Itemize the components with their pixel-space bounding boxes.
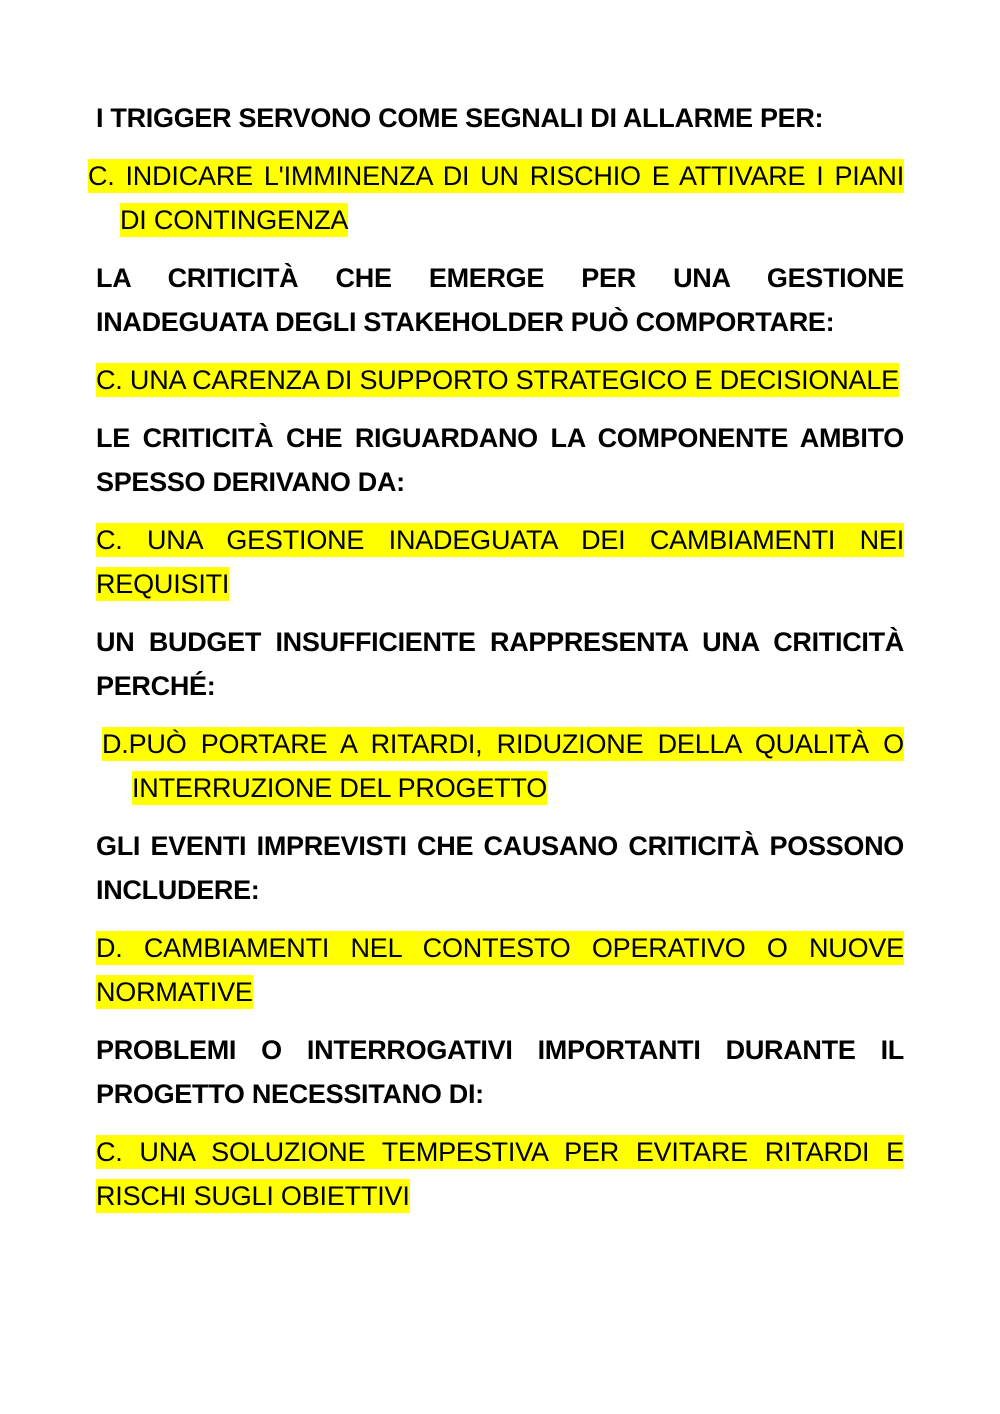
answer-3	[96, 518, 904, 606]
question-6: PROBLEMI O INTERROGATIVI IMPORTANTI DURANTE IL PROGETTO NECESSITANO DI:	[96, 1035, 904, 1109]
answer-5	[96, 926, 904, 1014]
question-1: I TRIGGER SERVONO COME SEGNALI DI ALLARME PER:	[96, 103, 824, 133]
answer-3-highlight: C. UNA GESTIONE INADEGUATA DEI CAMBIAMENTI NEI REQUISITI	[96, 525, 904, 599]
answer-1	[88, 154, 904, 242]
question-3: LE CRITICITÀ CHE RIGUARDANO LA COMPONENTE AMBITO SPESSO DERIVANO DA:	[96, 423, 904, 497]
document-page	[88, 96, 904, 1232]
answer-2	[96, 358, 904, 402]
question-2: LA CRITICITÀ CHE EMERGE PER UNA GESTIONE INADEGUATA DEGLI STAKEHOLDER PUÒ COMPORTARE:	[96, 263, 904, 337]
answer-4-highlight: D.PUÒ PORTARE A RITARDI, RIDUZIONE DELLA QUALITÀ O INTERRUZIONE DEL PROGETTO	[102, 729, 904, 803]
question-4: UN BUDGET INSUFFICIENTE RAPPRESENTA UNA CRITICITÀ PERCHÉ:	[96, 627, 904, 701]
answer-1-highlight: C. INDICARE L'IMMINENZA DI UN RISCHIO E ATTIVARE I PIANI DI CONTINGENZA	[88, 161, 904, 235]
question-5: GLI EVENTI IMPREVISTI CHE CAUSANO CRITICITÀ POSSONO INCLUDERE:	[96, 831, 904, 905]
answer-6-highlight: C. UNA SOLUZIONE TEMPESTIVA PER EVITARE RITARDI E RISCHI SUGLI OBIETTIVI	[96, 1137, 904, 1211]
answer-4	[96, 722, 904, 810]
answer-2-highlight: C. UNA CARENZA DI SUPPORTO STRATEGICO E DECISIONALE	[96, 365, 899, 395]
answer-5-highlight: D. CAMBIAMENTI NEL CONTESTO OPERATIVO O NUOVE NORMATIVE	[96, 933, 904, 1007]
answer-6	[96, 1130, 904, 1218]
